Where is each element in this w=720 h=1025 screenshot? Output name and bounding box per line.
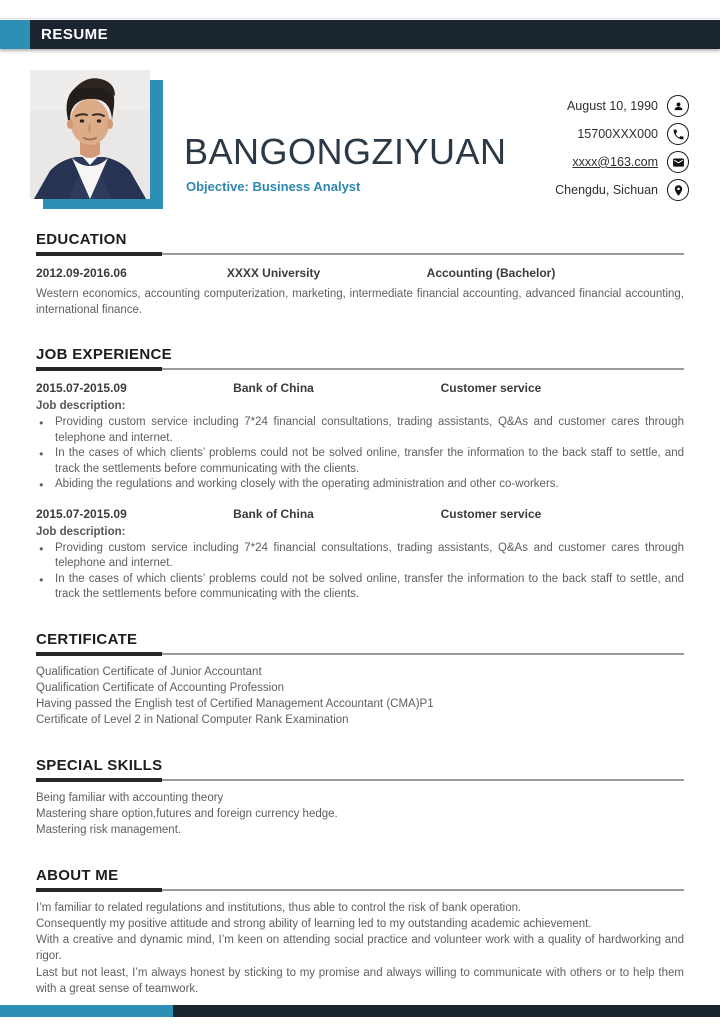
- job-title: Customer service: [440, 506, 542, 521]
- about-me-heading: ABOUT ME: [36, 866, 119, 884]
- section-job-experience: [36, 346, 684, 603]
- certificate-heading: CERTIFICATE: [36, 630, 138, 648]
- job-bullet-list: [36, 541, 684, 603]
- profile-photo-block: [30, 70, 150, 199]
- footer-bar: [0, 1005, 720, 1017]
- about-line: Consequently my positive attitude and strong ability of learning led to my outstanding academic achievement.: [36, 917, 592, 930]
- about-line: Last but not least, I’m always honest by sticking to my promise and always willing to communicate with others or to help them with a great sense of teamwork.: [36, 966, 684, 996]
- phone-text: 15700XXX000: [577, 127, 658, 141]
- skill-line: Mastering share option,futures and foreign currency hedge.: [36, 807, 338, 820]
- person-icon: [667, 95, 689, 117]
- job-description-label: Job description:: [36, 525, 126, 538]
- section-divider: [36, 888, 684, 892]
- about-me-lines: [36, 900, 684, 998]
- section-about-me: [36, 867, 684, 998]
- special-skills-heading: SPECIAL SKILLS: [36, 756, 163, 774]
- section-certificate: [36, 631, 684, 729]
- certificate-lines: [36, 664, 684, 729]
- contact-location-row: [555, 179, 689, 201]
- candidate-name: BANGONGZIYUAN: [184, 131, 507, 172]
- section-special-skills: [36, 757, 684, 839]
- section-education: [36, 231, 684, 318]
- resume-body: [36, 231, 684, 1025]
- about-line: With a creative and dynamic mind, I’m keen on attending social practice and volunteer work with a quality of hardworking and rigor.: [36, 934, 684, 963]
- skill-line: Mastering risk management.: [36, 824, 182, 837]
- job-bullet: ● In the cases of which clients’ problems could not be solved online, transfer the information to the back staff to settle, and track the settlements before communicating with the clients.: [36, 572, 684, 603]
- certificate-line: Having passed the English test of Certified Management Accountant (CMA)P1: [36, 698, 434, 711]
- education-row: [36, 266, 684, 281]
- job-bullet-list: [36, 415, 684, 493]
- page-title: RESUME: [41, 26, 109, 43]
- job-entry: [36, 381, 684, 493]
- about-line: I’m familiar to related regulations and institutions, thus able to control the risk of bank operation.: [36, 901, 522, 914]
- portrait-illustration: [30, 70, 150, 199]
- job-company: Bank of China: [233, 506, 314, 521]
- education-school: XXXX University: [226, 266, 321, 280]
- mail-icon: [667, 151, 689, 173]
- job-description-label: Job description:: [36, 400, 126, 412]
- section-divider: [36, 778, 684, 782]
- job-date: 2015.07-2015.09: [36, 381, 127, 395]
- location-text: Chengdu, Sichuan: [555, 183, 658, 197]
- phone-icon: [667, 123, 689, 145]
- section-divider: [36, 652, 684, 656]
- certificate-line: Qualification Certificate of Accounting Profession: [36, 681, 285, 694]
- profile-photo: [30, 70, 150, 199]
- education-heading: EDUCATION: [36, 231, 127, 248]
- contact-email-row: [555, 151, 689, 173]
- location-pin-icon: [667, 179, 689, 201]
- header-bar: [0, 20, 720, 49]
- job-bullet: ● Providing custom service including 7*24 financial consultations, trading assistants, Q&As and customer cares through telephone and internet.: [36, 541, 684, 572]
- job-company: Bank of China: [233, 381, 314, 395]
- job-experience-heading: JOB EXPERIENCE: [36, 346, 172, 363]
- contact-birthday-row: [555, 95, 689, 117]
- job-date: 2015.07-2015.09: [36, 506, 127, 521]
- skill-line: Being familiar with accounting theory: [36, 791, 224, 804]
- education-degree: Accounting (Bachelor): [426, 266, 556, 280]
- contact-phone-row: [555, 123, 689, 145]
- job-bullet: ● Abiding the regulations and working closely with the operating administration and other co-workers.: [36, 477, 684, 493]
- job-row: [36, 381, 684, 396]
- job-entry: [36, 507, 684, 603]
- job-row: [36, 507, 684, 522]
- section-divider: [36, 367, 684, 371]
- page-top-divider: [0, 18, 720, 19]
- email-link[interactable]: xxxx@163.com: [572, 155, 658, 169]
- job-bullet: ● In the cases of which clients’ problems could not be solved online, transfer the information to the back staff to settle, and track the settlements before communicating with the clients.: [36, 446, 684, 477]
- section-divider: [36, 252, 684, 256]
- education-date: 2012.09-2016.06: [36, 266, 127, 280]
- birthday-text: August 10, 1990: [566, 99, 658, 113]
- certificate-line: Certificate of Level 2 in National Computer Rank Examination: [36, 714, 349, 727]
- education-description: Western economics, accounting computerization, marketing, intermediate financial accounting, advanced financial accounting, international finance.: [36, 288, 684, 316]
- certificate-line: Qualification Certificate of Junior Accountant: [36, 665, 262, 678]
- contact-block: [555, 95, 689, 201]
- special-skills-lines: [36, 790, 684, 839]
- header-accent-square: [0, 20, 30, 49]
- footer-accent-segment: [0, 1005, 173, 1017]
- job-bullet: ● Providing custom service including 7*24 financial consultations, trading assistants, Q&As and customer cares through telephone and internet.: [36, 415, 684, 446]
- objective-line: Objective: Business Analyst: [186, 179, 361, 194]
- job-title: Customer service: [440, 381, 542, 395]
